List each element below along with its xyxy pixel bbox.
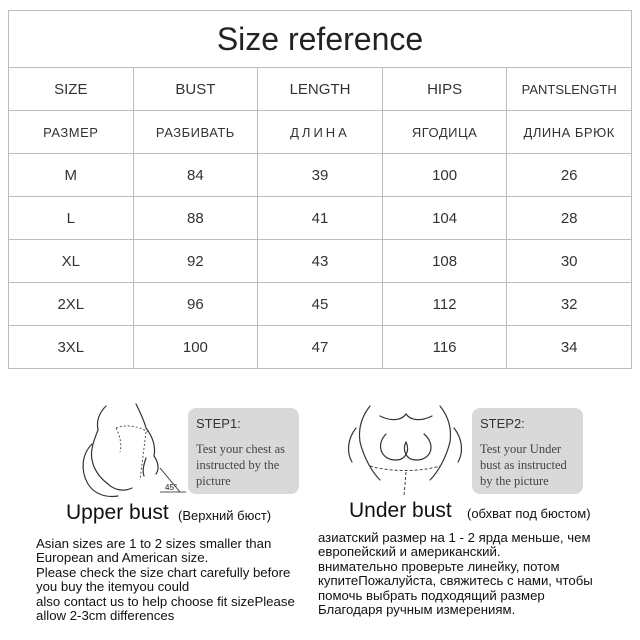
size-note-en: Asian sizes are 1 to 2 sizes smaller than European and American size. Please check the size chart carefully before you buy the itemyou could also contact us to help choose fit sizePlease allow 2-3cm differences (36, 536, 295, 624)
header-hips: HIPS (382, 68, 507, 111)
table-row (9, 197, 632, 240)
cell-length: 41 (258, 197, 383, 240)
step1-box (188, 408, 299, 494)
step1-text: Test your chest as instructed by the picture (196, 441, 286, 489)
table-title: Size reference (9, 11, 632, 68)
cell-bust: 84 (133, 154, 258, 197)
header-ru-length: ДЛИНА (258, 111, 383, 154)
header-bust: BUST (133, 68, 258, 111)
header-ru-hips: ЯГОДИЦА (382, 111, 507, 154)
table-row (9, 283, 632, 326)
cell-hips: 104 (382, 197, 507, 240)
header-ru-pantslength: ДЛИНА БРЮК (507, 111, 632, 154)
cell-pantslength: 28 (507, 197, 632, 240)
step2-title: STEP2: (480, 416, 525, 431)
cell-size: M (9, 154, 134, 197)
header-ru-size: РАЗМЕР (9, 111, 134, 154)
cell-pantslength: 26 (507, 154, 632, 197)
step2-text: Test your Under bust as instructed by the picture (480, 441, 567, 489)
header-ru-bust: РАЗБИВАТЬ (133, 111, 258, 154)
cell-size: XL (9, 240, 134, 283)
cell-hips: 108 (382, 240, 507, 283)
angle-label: 45° (165, 483, 178, 492)
header-size: SIZE (9, 68, 134, 111)
cell-length: 47 (258, 326, 383, 369)
cell-bust: 100 (133, 326, 258, 369)
upper-bust-caption-ru: (Верхний бюст) (178, 508, 272, 523)
cell-size: 2XL (9, 283, 134, 326)
cell-length: 43 (258, 240, 383, 283)
header-length: LENGTH (258, 68, 383, 111)
table-row (9, 240, 632, 283)
upper-bust-caption: Upper bust (66, 501, 169, 524)
size-note-ru: азиатский размер на 1 - 2 ярда меньше, чем европейский и американский. внимательно проверьте линейку, потом купитеПожалуйста, свяжитесь с нами, чтобы помочь выбрать подходящий размер Благодаря ручным измерениям. (318, 530, 593, 618)
cell-hips: 112 (382, 283, 507, 326)
table-row (9, 326, 632, 369)
header-pantslength: PANTSLENGTH (507, 68, 632, 111)
step1-title: STEP1: (196, 416, 241, 431)
cell-length: 45 (258, 283, 383, 326)
cell-pantslength: 30 (507, 240, 632, 283)
cell-bust: 96 (133, 283, 258, 326)
cell-hips: 100 (382, 154, 507, 197)
cell-bust: 88 (133, 197, 258, 240)
under-bust-illustration (340, 398, 470, 503)
under-bust-caption-ru: (обхват под бюстом) (467, 506, 591, 521)
under-bust-caption: Under bust (349, 499, 452, 522)
cell-size: L (9, 197, 134, 240)
size-table (8, 10, 632, 369)
step2-box (472, 408, 583, 494)
cell-pantslength: 34 (507, 326, 632, 369)
cell-hips: 116 (382, 326, 507, 369)
cell-pantslength: 32 (507, 283, 632, 326)
cell-length: 39 (258, 154, 383, 197)
cell-size: 3XL (9, 326, 134, 369)
cell-bust: 92 (133, 240, 258, 283)
table-row (9, 154, 632, 197)
